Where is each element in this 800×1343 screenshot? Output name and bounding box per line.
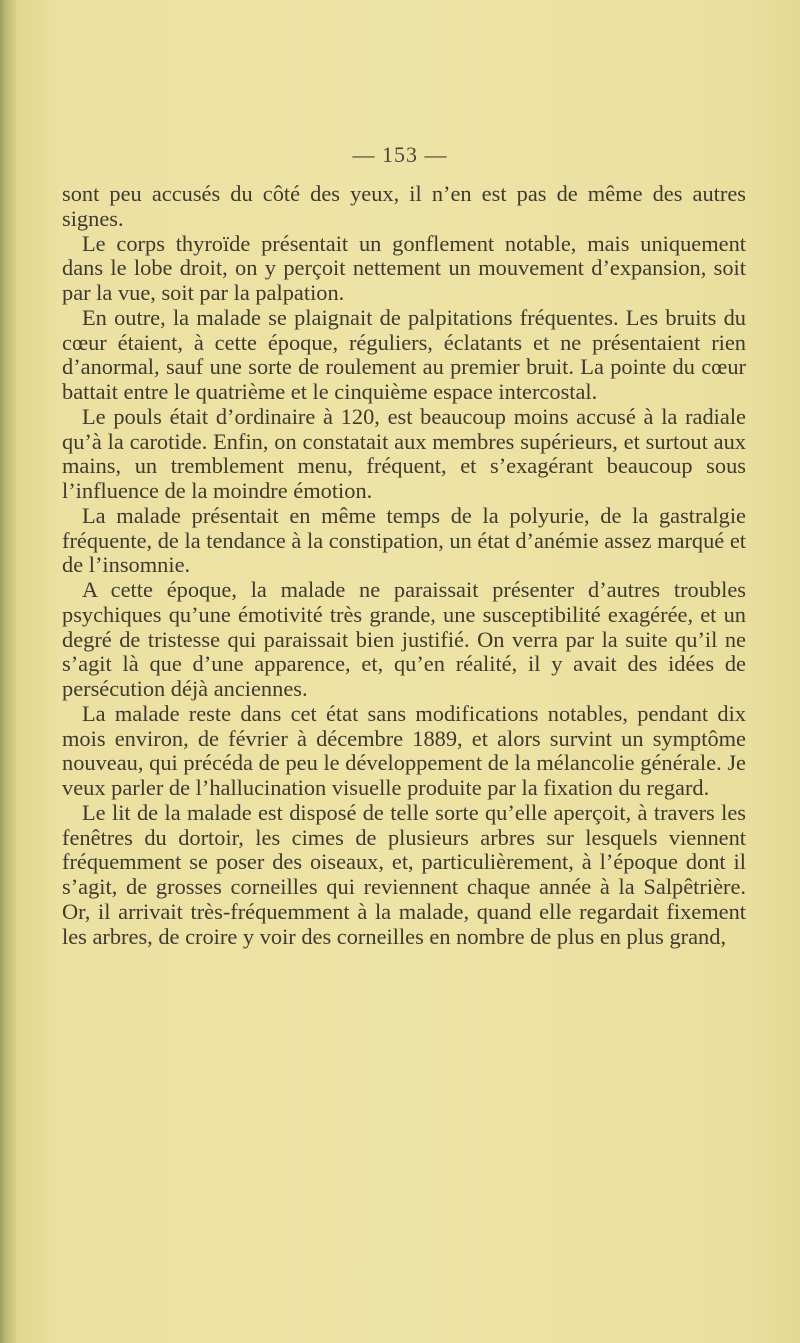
paragraph-polyuria: La malade présentait en même temps de la polyurie, de la gastralgie fréquente, de la tendance à la constipation, un état d’anémie assez marqué et de l’insomnie. (62, 502, 746, 578)
paragraph-pulse: Le pouls était d’ordinaire à 120, est beaucoup moins accusé à la radiale qu’à la carotide. Enfin, on constatait aux membres supérieurs, et surtout aux mains, un tremblement menu, fréquent, et s’exagérant beaucoup sous l’influence de la moindre émotion. (62, 403, 746, 503)
paragraph-palpitations: En outre, la malade se plaignait de palpitations fréquentes. Les bruits du cœur étaient, à cette époque, réguliers, éclatants et ne présentaient rien d’anormal, sauf une sorte de roulement au premier bruit. La pointe du cœur battait entre le quatrième et le cinquième espace intercostal. (62, 304, 746, 404)
page-number: — 153 — (352, 142, 448, 167)
paragraph-new-symptom: La malade reste dans cet état sans modifications notables, pendant dix mois environ, de février à décembre 1889, et alors survint un symptôme nouveau, qui précéda de peu le développement de la mélancolie générale. Je veux parler de l’hallucination visuelle produite par la fixation du regard. (62, 700, 746, 800)
paragraph-hallucination: Le lit de la malade est disposé de telle sorte qu’elle aperçoit, à travers les fenêtres du dortoir, les cimes de plusieurs arbres sur lesquels viennent fréquemment se poser des oiseaux, et, particulièrement, à l’époque dont il s’agit, de grosses corneilles qui reviennent chaque année à la Salpêtrière. Or, il arrivait très-fréquemment à la malade, quand elle regardait fixement les arbres, de croire y voir des corneilles en nombre de plus en plus grand, (62, 799, 746, 949)
paragraph-thyroid: Le corps thyroïde présentait un gonflement notable, mais uniquement dans le lobe droit, on y perçoit nettement un mouvement d’expansion, soit par la vue, soit par la palpation. (62, 230, 746, 305)
paragraph-psychic-troubles: A cette époque, la malade ne paraissait présenter d’autres troubles psychiques qu’une émotivité très grande, une susceptibilité exagérée, et un degré de tristesse qui paraissait bien justifié. On verra par la suite qu’il ne s’agit là que d’une apparence, et, qu’en réalité, il y avait des idées de persécution déjà anciennes. (62, 577, 746, 701)
paragraph-continuation: sont peu accusés du côté des yeux, il n’en est pas de même des autres signes. (62, 181, 746, 231)
body-text (62, 182, 746, 949)
binding-edge (0, 0, 16, 1343)
